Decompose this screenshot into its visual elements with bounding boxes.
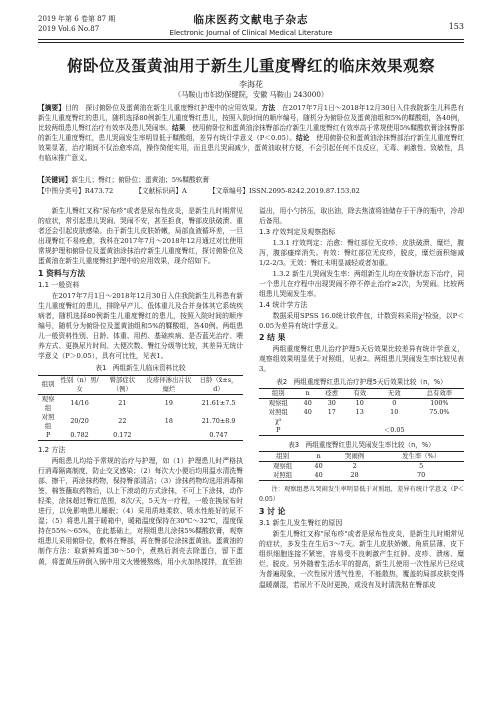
table-row [259, 408, 464, 417]
section-heading-2: 2 结 果 [259, 333, 286, 343]
table-cell: 40 [303, 398, 312, 407]
table2-header: n [298, 388, 318, 398]
abstract-conclusion: 使用俯卧位和蛋黄油涂抹臀部治疗新生儿重度臀红效果显著，治疗期间不仅治愈率高，操作简便实用，而且患儿哭闹减少，蛋黄油取材方便，不会引起任何不良反应，无毒、刺激性、致敏性，具有临床推广意义。 [38, 134, 465, 162]
table-cell: 70 [378, 471, 464, 481]
table-cell: 17 [327, 407, 336, 416]
table-cell: 观察组 [41, 394, 55, 412]
table3-header: 组别 [259, 451, 306, 461]
table-cell: P [38, 431, 58, 441]
table3 [259, 451, 464, 481]
crying-rate-criteria: 1.3.2 新生儿哭闹发生率：两组新生儿均在安静状态下治疗，同一个患儿在疗程中出现哭闹不停不停止治疗≥2次，为哭闹。比较两组患儿哭闹发生率。 [259, 269, 464, 298]
section-heading-1-3: 1.3 疗效判定及观察指标 [259, 228, 336, 237]
table1 [38, 375, 243, 441]
table-cell [318, 426, 346, 436]
journal-name-cn: 临床医药文献电子杂志 [193, 14, 309, 26]
table-cell: 20/20 [70, 417, 89, 425]
keywords [38, 175, 464, 185]
table-cell: 18 [164, 417, 173, 425]
table-cell [346, 417, 374, 426]
right-column [259, 206, 464, 590]
article-number: 【文章编号】ISSN.2095-8242.2019.87.153.02 [208, 187, 360, 195]
header-issue-en: 2019 Vol.6 No.87 [38, 25, 100, 33]
table-cell: 100% [430, 398, 449, 407]
table-row [38, 413, 243, 431]
table-cell: 对照组 [268, 407, 288, 416]
table2-header: 痊愈 [318, 388, 346, 398]
table-row [259, 426, 464, 436]
table-cell [298, 426, 318, 436]
header-rule [38, 39, 464, 40]
table-cell: 40 [306, 471, 331, 481]
table-cell: 21.70±8.9 [201, 417, 236, 425]
table-cell: 观察组 [273, 461, 293, 470]
clc-number: 【中图分类号】R473.72 [38, 187, 114, 195]
table-cell: 22 [118, 417, 127, 425]
article-author: 李海花 [239, 80, 263, 89]
statistics-paragraph: 数据采用SPSS 16.0统计软件包，计数资料采用χ²检验，以P＜0.05为差异有统计学意义。 [259, 311, 464, 331]
keywords-label: 【关键词】 [38, 176, 72, 184]
table-cell: 观察组 [268, 398, 288, 407]
section-heading-1: 1 资料与方法 [38, 268, 86, 278]
table-cell: 75.0% [429, 407, 450, 416]
table1-header: 日龄（x̄±s，d） [194, 375, 243, 394]
table-cell: 0.172 [101, 431, 144, 441]
table-cell: 40 [314, 461, 323, 470]
efficacy-criteria: 1.3.1 疗效判定：治愈：臀红部位无皮疹、皮肤破溃、糜烂，腹泻，腹部瘙痒消失。有效：臀红部位无皮疹，脱皮，糜烂面积缩减1/2-2/3。无效：臀红未明显减轻或者加重。 [259, 239, 464, 268]
table-cell: 14/16 [70, 399, 89, 407]
abstract-conclusion-label: 结论 [296, 134, 310, 142]
table2-header: 无效 [374, 388, 415, 398]
general-data-paragraph: 在2017年7月1日～2018年12月30日入住我院新生儿科患有新生儿重度臀红的患儿，排除早产儿、低体重儿及合并身体其它系统疾病者，随机选择80例新生儿重度臀红的患儿，按照入院时间的顺序编号，随机分为俯卧位及蛋黄油组和5%的鞣酸组，各40例。两组患儿一般资料性别、日龄、体重、用药、基础疾病、是否蓝光治疗、喂养方式、更换尿片时间、大便次数、臀红分级等比较，其差异无统计学意义（P＞0.05），具有可比性，见表1。 [38, 291, 243, 361]
table-row [38, 394, 243, 413]
table-row [38, 431, 243, 441]
table-cell: ＜0.05 [374, 426, 415, 436]
header-issue [38, 14, 115, 34]
table3-caption: 表3 两组重度臀红患儿哭闹发生率比较（n，%） [288, 440, 435, 449]
table-cell: 0 [392, 398, 397, 407]
section-heading-1-4: 1.4 统计学方法 [259, 300, 308, 309]
table-cell: 21.61±7.5 [201, 399, 236, 407]
table-cell [374, 417, 415, 426]
section-heading-1-2: 1.2 方法 [38, 445, 66, 454]
abstract-method-label: 方法 [261, 104, 276, 112]
table3-header: 哭闹例 [331, 451, 378, 461]
table-cell: χ² [275, 416, 282, 425]
section-heading-1-1: 1.1 一般资料 [38, 280, 80, 289]
header-rule-thin [38, 42, 464, 43]
table1-header: 性别（n）男/女 [58, 375, 101, 394]
table-cell: 19 [164, 399, 173, 407]
intro-paragraph: 新生儿臀红又称"尿布疹"或者是尿布性皮炎，是新生儿时期常见的症状，常引起患儿哭闹、哭闹不安，甚至拒食，臀部皮肤破溃、重者还会引起皮肤感染。由于新生儿皮肤娇嫩，局部血液循环差，一旦出现臀红不易痊愈，我科在2017年7月～2018年12月通过对比使用常规护理和俯卧位及蛋黄油涂抹治疗新生儿重度臀红，探讨俯卧位及蛋黄油在新生儿重度臀红护理中的应用效果，现介绍如下。 [38, 207, 243, 266]
table-cell [318, 417, 346, 426]
table-cell: 对照组 [41, 412, 55, 430]
table-cell: 10 [390, 407, 399, 416]
table-cell: P [259, 426, 298, 436]
table2 [259, 388, 464, 436]
abstract-result-label: 结果 [172, 124, 186, 132]
table2-caption: 表2 两组重度臀红患儿治疗护理5天后效果比较（n，%） [276, 377, 447, 386]
header-issue-cn: 2019 年第 6 卷第 87 期 [38, 15, 116, 23]
table-cell: 5 [419, 461, 424, 470]
document-code: 【文献标识码】A [135, 187, 187, 195]
table-cell [415, 426, 464, 436]
article-title: 俯卧位及蛋黄油用于新生儿重度臀红的临床效果观察 [66, 57, 435, 75]
table-row [259, 417, 464, 426]
table1-caption: 表1 两组新生儿临床资料比较 [95, 364, 186, 373]
abstract-objective: 目的 探讨俯卧位及蛋黄油在新生儿重度臀红护理中的应用效果。 [65, 104, 262, 112]
section-heading-3-1: 3.1 新生儿发生臀红的原因 [259, 518, 343, 527]
table-cell [298, 417, 318, 426]
table-row [259, 461, 464, 471]
table1-header: 臀部症状（例） [101, 375, 144, 394]
table3-header: n [306, 451, 331, 461]
header-journal [140, 12, 362, 37]
table3-note: 注：观察组患儿哭闹发生率明显低于对照组，差异有统计学意义（P＜0.05） [259, 485, 464, 503]
table-cell: 28 [331, 471, 378, 481]
table1-header: 组别 [38, 375, 58, 394]
table-cell: 0.782 [58, 431, 101, 441]
left-column [38, 206, 243, 567]
table1-header: 皮疹伴渗出片状糜烂 [144, 375, 194, 394]
table-row [259, 398, 464, 408]
methods-continued: 溢出，用小勺挤压，取出油，除去焦渣将油储存于干净的瓶中，冷却后备用。 [259, 207, 464, 226]
table-cell: 2 [352, 461, 357, 470]
discussion-paragraph: 新生儿臀红又称"尿布疹"或者是尿布性皮炎，是新生儿时期常见的症状，多发生在生后3～7天。新生儿皮肤娇嫩、角质层薄、皮下组织细胞连接不紧密，容易受不良刺激产生红肿、皮疹、溃疡、糜烂、脱皮。另外随着生活水平的提高，新生儿使用一次性尿片已经成为普遍现象，一次性尿片透气性差，不能散热，覆盖的局部皮肤变得温暖潮湿，若尿片不及时更换，或没有及时清洗粘在臀部皮 [259, 530, 464, 589]
table3-header: 发生率（%） [378, 451, 464, 461]
table2-header: 总有效率 [415, 388, 464, 398]
table2-header: 组别 [259, 388, 298, 398]
table2-header: 有效 [346, 388, 374, 398]
results-paragraph: 两组重度臀红患儿治疗护理5天后效果比较差异有统计学意义，观察组效果明显优于对照组，见表2。两组患儿哭闹发生率比较见表3。 [259, 345, 464, 374]
table-cell: 10 [355, 398, 364, 407]
journal-name-en: Electronic Journal of Clinical Medical Literature [169, 29, 333, 37]
table-cell [415, 417, 464, 426]
methods-paragraph: 两组患儿均给予常规的治疗与护理，如（1）护理患儿时严格执行消毒隔离制度，防止交叉感染；（2）每次大小便后均用温水清洗臀部、擦干，再涂抹药物，保持臀部清洁；（3）涂抹药物均选用消毒棉签，棉签蘸取药物后，以上下滚动的方式涂抹，不可上下涂抹，动作轻柔，涂抹超过臀红范围，8次/天，5天为一疗程，一般在换尿布时进行，以免影响患儿睡眠；（4）采用质地柔软、吸水性能好的尿不湿；（5）将患儿置于暖箱中，暖箱温度保持在30℃～32℃，湿度保持在55%～65%，在此基础上，对照组患儿涂抹5%鞣酸软膏，观察组患儿采用俯卧位，敷料在臀部，再在臀部位涂抹蛋黄油。蛋黄油的制作方法：取新鲜鸡蛋30～50个，煮熟后剥壳去除蛋白，留下蛋黄，将蛋黄压碎倒入锅中用文火慢慢熬炼，用小火加热搅拌，直至油 [38, 456, 243, 566]
abstract-result: 使用俯卧位和蛋黄油涂抹臀部治疗新生儿重度臀红有效率高于常规使用5%鞣酸软膏涂抹臀部的新生儿重度臀红，患儿哭闹发生率明显低于鞣酸组，差异有统计学意义（P＜0.05）。 [38, 124, 465, 142]
table-cell: 对照组 [259, 471, 306, 481]
table-cell: 21 [118, 399, 127, 407]
table-cell: 0.747 [194, 431, 243, 441]
abstract [38, 103, 464, 163]
table-cell [144, 431, 194, 441]
section-heading-3: 3 讨 论 [259, 506, 286, 516]
classification-line [38, 186, 464, 196]
keywords-text: 新生儿；臀红；俯卧位；蛋黄油；5%鞣酸软膏 [71, 176, 210, 184]
table-cell: 30 [327, 398, 336, 407]
table-row [259, 471, 464, 481]
table-cell [346, 426, 374, 436]
abstract-label: 【摘要】 [38, 104, 66, 112]
table-cell: 40 [303, 407, 312, 416]
abstract-method: 在2017年7月1日～2018年12月30日入住我院新生儿科患有新生儿重度臀红的患儿，随机选择80例新生儿重度臀红患儿，按照入院时间的顺序编号，随机分为俯卧位及蛋黄油组和5%的鞣酸组，各40例，比较两组患儿臀红治疗有效率及患儿哭闹率。 [38, 104, 465, 132]
table-cell: 13 [355, 407, 364, 416]
page-number: 153 [448, 22, 464, 31]
article-affiliation: （马鞍山市妇幼保健院，安徽 马鞍山 243000） [173, 90, 329, 99]
